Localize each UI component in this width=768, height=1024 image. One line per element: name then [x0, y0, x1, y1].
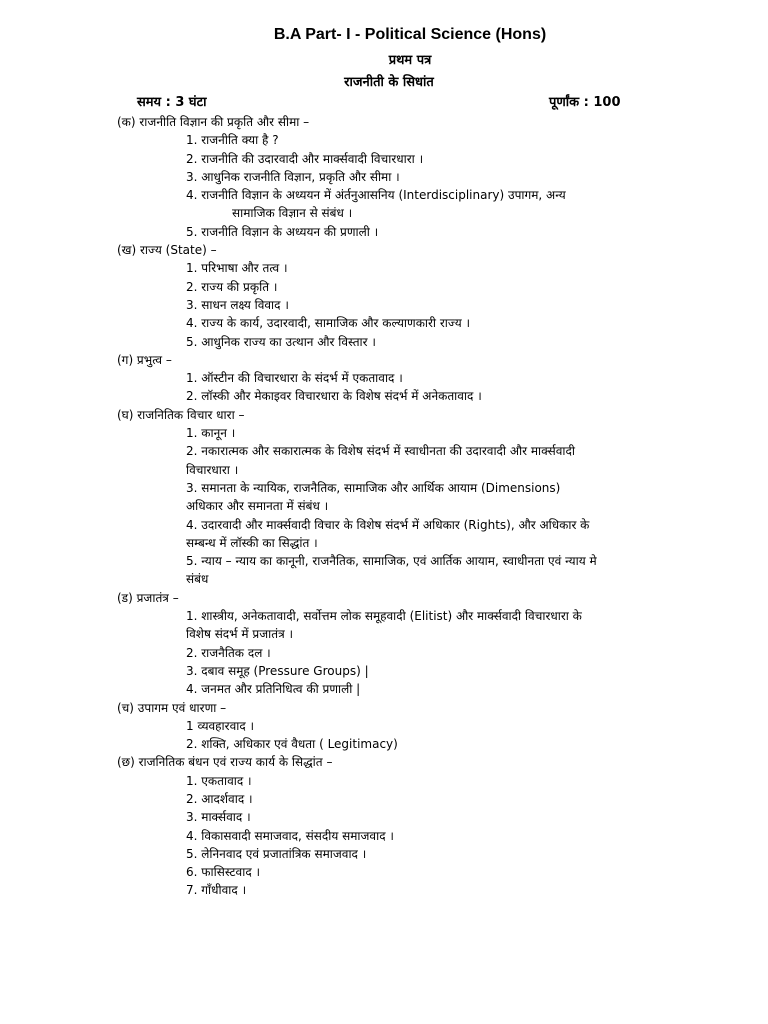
list-item: 1. एकतावाद । [186, 773, 252, 788]
list-item: 2. आदर्शवाद । [186, 791, 253, 806]
list-item: 4. राजनीति विज्ञान के अध्ययन में अंर्तनुआसनिय (Interdisciplinary) उपागम, अन्य [186, 188, 566, 203]
list-item: 3. दबाव समूह (Pressure Groups) | [186, 663, 369, 678]
list-item: 2. शक्ति, अधिकार एवं वैधता ( Legitimacy) [186, 737, 398, 752]
list-item: 3. समानता के न्यायिक, राजनैतिक, सामाजिक और आर्थिक आयाम (Dimensions) [186, 480, 561, 495]
list-item: 5. आधुनिक राज्य का उत्थान और विस्तार । [186, 334, 376, 349]
section-heading: (छ) राजनितिक बंधन एवं राज्य कार्य के सिद्धांत – [117, 755, 333, 770]
list-item: 1. शास्त्रीय, अनेकतावादी, सर्वोत्तम लोक समूहवादी (Elitist) और मार्क्सवादी विचारधारा के [186, 609, 582, 624]
section-heading: (ग) प्रभुत्व – [117, 352, 172, 367]
list-item-continuation: विचारधारा । [186, 462, 239, 477]
syllabus-body [0, 113, 768, 900]
course-title: B.A Part- I - Political Science (Hons) [273, 26, 547, 43]
section-heading: (घ) राजनितिक विचार धारा – [117, 407, 245, 422]
list-item: 2. राज्य की प्रकृति । [186, 279, 278, 294]
list-item: 7. गाँधीवाद । [186, 883, 247, 898]
section-heading: (च) उपागम एवं धारणा – [117, 700, 227, 715]
exam-time: समय : 3 घंटा [137, 95, 207, 110]
section-heading: (क) राजनीति विज्ञान की प्रकृति और सीमा – [117, 115, 310, 129]
list-item: 4. राज्य के कार्य, उदारवादी, सामाजिक और कल्याणकारी राज्य । [186, 316, 471, 331]
list-item: 5. लेनिनवाद एवं प्रजातांत्रिक समाजवाद । [186, 846, 367, 861]
list-item-continuation: संबंध [186, 572, 209, 587]
subject-title: राजनीती के सिधांत [344, 75, 434, 90]
list-item: 5. राजनीति विज्ञान के अध्ययन की प्रणाली । [186, 224, 379, 239]
list-item: 1. ऑस्टीन की विचारधारा के संदर्भ में एकतावाद । [186, 371, 403, 386]
list-item-continuation: अधिकार और समानता में संबंध । [186, 499, 329, 514]
list-item-continuation: सामाजिक विज्ञान से संबंध । [232, 206, 353, 221]
list-item: 3. मार्क्सवाद । [186, 810, 251, 825]
list-item: 1. परिभाषा और तत्व । [186, 261, 288, 276]
list-item-continuation: सम्बन्ध में लॉस्की का सिद्धांत । [186, 535, 318, 550]
list-item: 5. न्याय – न्याय का कानूनी, राजनैतिक, सामाजिक, एवं आर्तिक आयाम, स्वाधीनता एवं न्याय मे [186, 554, 597, 569]
list-item: 2. लॉस्की और मेकाइवर विचारधारा के विशेष संदर्भ में अनेकतावाद । [186, 389, 482, 404]
list-item: 4. उदारवादी और मार्क्सवादी विचार के विशेष संदर्भ में अधिकार (Rights), और अधिकार के [186, 517, 590, 532]
list-item: 1 व्यवहारवाद । [186, 718, 255, 733]
section-heading: (ड) प्रजातंत्र – [117, 590, 179, 605]
list-item: 3. आधुनिक राजनीति विज्ञान, प्रकृति और सीमा । [186, 169, 400, 184]
list-item: 2. राजनैतिक दल । [186, 645, 271, 660]
list-item: 2. नकारात्मक और सकारात्मक के विशेष संदर्भ में स्वाधीनता की उदारवादी और मार्क्सवादी [186, 444, 575, 459]
list-item: 2. राजनीति की उदारवादी और मार्क्सवादी विचारधारा । [186, 151, 424, 166]
exam-meta-row [0, 92, 768, 112]
section-heading: (ख) राज्य (State) – [117, 243, 217, 258]
list-item: 3. साधन लक्ष्य विवाद । [186, 297, 289, 312]
full-marks: पूर्णांक : 100 [549, 95, 621, 110]
list-item: 4. विकासवादी समाजवाद, संसदीय समाजवाद । [186, 828, 394, 843]
list-item-continuation: विशेष संदर्भ में प्रजातंत्र । [186, 627, 294, 642]
list-item: 1. राजनीति क्या है ? [186, 133, 279, 148]
list-item: 6. फासिस्टवाद । [186, 865, 261, 880]
list-item: 4. जनमत और प्रतिनिधित्व की प्रणाली | [186, 682, 361, 697]
paper-label: प्रथम पत्र [388, 53, 432, 68]
list-item: 1. कानून । [186, 426, 236, 441]
